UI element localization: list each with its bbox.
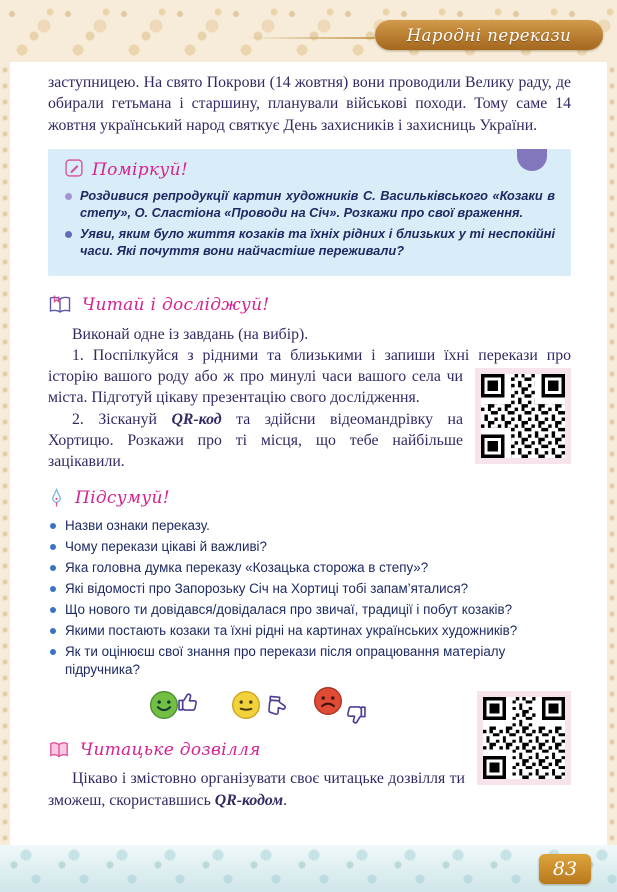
- summary-question-list: [48, 517, 571, 680]
- summary-question: Назви ознаки переказу.: [48, 517, 571, 535]
- pen-icon: [48, 487, 65, 509]
- right-ornament-strip: [607, 62, 617, 845]
- leisure-section-header: [48, 740, 465, 760]
- chapter-banner: [375, 20, 603, 50]
- open-book-icon: [48, 294, 72, 316]
- header-ornament: [0, 0, 617, 62]
- summary-section-title: Підсумуй!: [75, 487, 170, 508]
- leisure-paragraph: Цікаво і змістовно організувати своє читацьке дозвілля ти зможеш, скориставшись QR-кодом.: [48, 770, 465, 809]
- leisure-block: [48, 689, 571, 811]
- summary-question: Яка головна думка переказу «Козацька сторожа в степу»?: [48, 559, 571, 577]
- think-box-title: Поміркуй!: [92, 160, 188, 181]
- qr-term: QR-кодом: [214, 791, 284, 809]
- task-1: 1. Поспілкуйся з рідними та близькими і запиши їхні перекази про історію вашого роду або ж про минулі часи вашого села чи міста. Підготуй цікаву презентацію свого дослідження.: [48, 345, 571, 409]
- page-content: [10, 62, 607, 845]
- leisure-section-title: Читацьке дозвілля: [80, 740, 261, 761]
- read-section-title: Читай і досліджуй!: [82, 294, 270, 315]
- summary-question: Що нового ти довідався/довідалася про звичаї, традиції і побут козаків?: [48, 601, 571, 619]
- left-ornament-strip: [0, 62, 10, 845]
- read-section-header: [48, 294, 571, 316]
- think-box-item: Роздивися репродукції картин художників С. Васильківського «Козаки в степу», О. Сластіона «Проводи на Січ». Розкажи про свої враження.: [64, 188, 555, 222]
- pencil-icon: [64, 158, 84, 183]
- page-number: 83: [552, 858, 578, 880]
- summary-question: Як ти оцінюєш свої знання про перекази після опрацювання матеріалу підручника?: [48, 643, 571, 679]
- intro-paragraph: заступницею. На свято Покрови (14 жовтня) вони проводили Велику раду, де обирали гетьмана і старшину, планували військові походи. Тому саме 14 жовтня український народ святкує День захисників і захисниць України.: [48, 74, 571, 134]
- think-box-item: Уяви, яким було життя козаків та їхніх рідних і близьких у ті неспокійні часи. Які почуття вони найчастіше переживали?: [64, 226, 555, 260]
- think-box-list: [64, 188, 555, 260]
- neutral-thumb-side-icon: [230, 689, 284, 726]
- think-box-header: [64, 158, 555, 183]
- qr-code-khortytsia: [475, 368, 571, 464]
- chapter-title: Народні перекази: [406, 25, 572, 45]
- summary-question: Якими постають козаки та їхні рідні на картинах українських художників?: [48, 622, 571, 640]
- think-box: [48, 149, 571, 276]
- summary-section-header: [48, 487, 571, 509]
- qr-code-leisure: [477, 691, 571, 785]
- smiley-thumb-up-icon: [148, 689, 202, 726]
- sad-thumb-down-icon: [312, 689, 366, 726]
- task-2: 2. Зіскануй QR-код та здійсни відеомандрівку на Хортицю. Розкажи про ті місця, що тебе найбільше зацікавили.: [48, 410, 463, 471]
- read-section-intro: Виконай одне із завдань (на вибір).: [72, 325, 309, 343]
- qr-term: QR-код: [171, 410, 222, 428]
- footer-ornament: [0, 845, 617, 892]
- reading-book-icon: [48, 740, 70, 760]
- task-block: [48, 345, 571, 473]
- summary-question: Які відомості про Запорозьку Січ на Хортиці тобі запам’яталися?: [48, 580, 571, 598]
- summary-question: Чому перекази цікаві й важливі?: [48, 538, 571, 556]
- page-number-badge: [539, 854, 591, 884]
